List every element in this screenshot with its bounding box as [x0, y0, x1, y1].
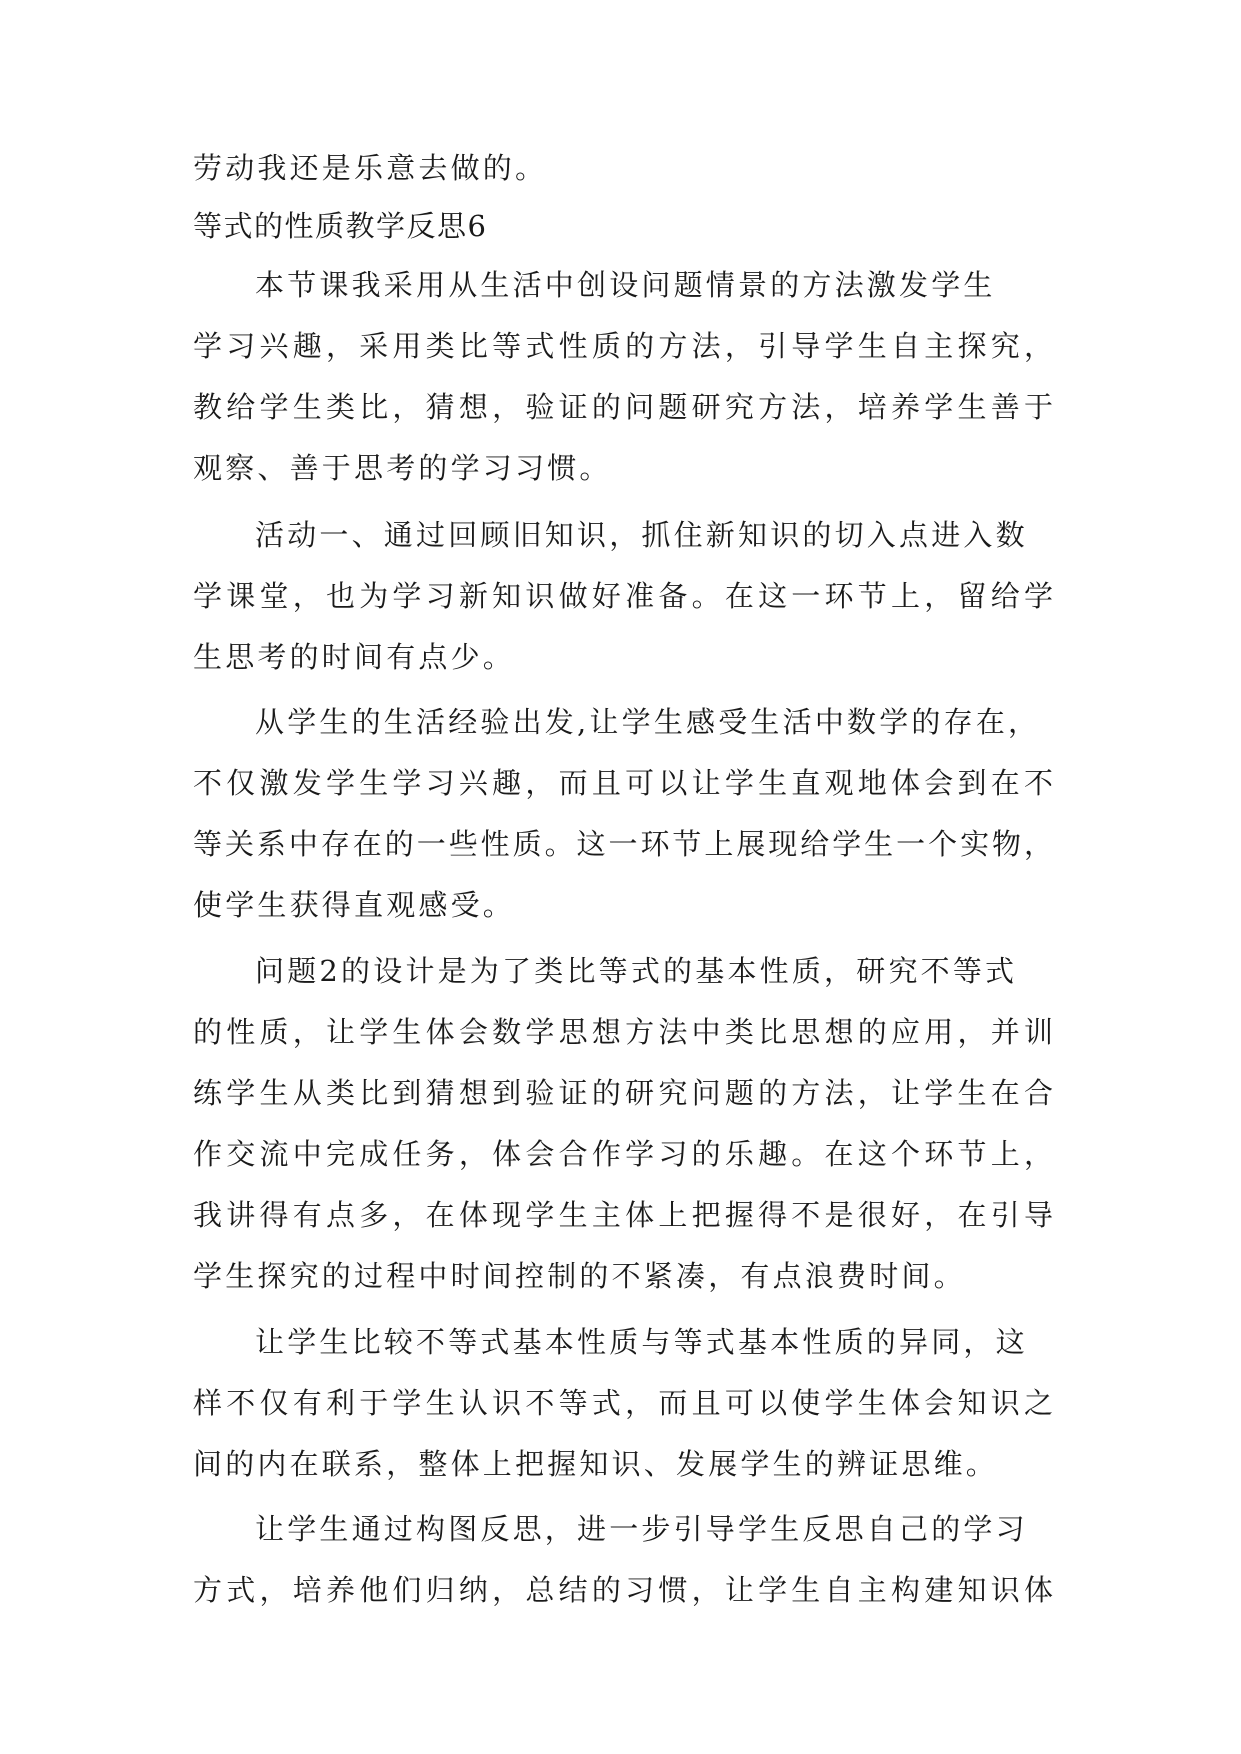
- paragraph-line: 让学生通过构图反思，进一步引导学生反思自己的学习: [255, 1512, 1028, 1546]
- paragraph-line: 间的内在联系，整体上把握知识、发展学生的辨证思维。: [193, 1447, 999, 1481]
- paragraph-line: 让学生比较不等式基本性质与等式基本性质的异同，这: [255, 1325, 1028, 1359]
- paragraph-line: 我讲得有点多，在体现学生主体上把握得不是很好，在引导: [193, 1198, 1053, 1232]
- paragraph-line: 本节课我采用从生活中创设问题情景的方法激发学生: [255, 268, 996, 302]
- paragraph-line: 等关系中存在的一些性质。这一环节上展现给学生一个实物，: [193, 827, 1053, 861]
- paragraph-line: 活动一、通过回顾旧知识，抓住新知识的切入点进入数: [255, 518, 1028, 552]
- paragraph-line: 学习兴趣，采用类比等式性质的方法，引导学生自主探究，: [193, 329, 1053, 363]
- paragraph-line: 使学生获得直观感受。: [193, 888, 516, 922]
- paragraph-line: 学生探究的过程中时间控制的不紧凑，有点浪费时间。: [193, 1259, 966, 1293]
- paragraph-line: 不仅激发学生学习兴趣，而且可以让学生直观地体会到在不: [193, 766, 1053, 800]
- paragraph-line: 观察、善于思考的学习习惯。: [193, 451, 612, 485]
- section-heading: 等式的性质教学反思6: [193, 209, 488, 243]
- text-line: 劳动我还是乐意去做的。: [193, 151, 548, 185]
- paragraph-line: 的性质，让学生体会数学思想方法中类比思想的应用，并训: [193, 1015, 1053, 1049]
- paragraph-line: 生思考的时间有点少。: [193, 640, 516, 674]
- paragraph-line: 练学生从类比到猜想到验证的研究问题的方法，让学生在合: [193, 1076, 1053, 1110]
- paragraph-line: 学课堂，也为学习新知识做好准备。在这一环节上，留给学: [193, 579, 1053, 613]
- paragraph-line: 方式，培养他们归纳，总结的习惯，让学生自主构建知识体: [193, 1573, 1053, 1607]
- paragraph-line: 问题2的设计是为了类比等式的基本性质，研究不等式: [255, 954, 1018, 988]
- paragraph-line: 样不仅有利于学生认识不等式，而且可以使学生体会知识之: [193, 1386, 1053, 1420]
- paragraph-line: 教给学生类比，猜想，验证的问题研究方法，培养学生善于: [193, 390, 1053, 424]
- paragraph-line: 作交流中完成任务，体会合作学习的乐趣。在这个环节上，: [193, 1137, 1053, 1171]
- paragraph-line: 从学生的生活经验出发,让学生感受生活中数学的存在，: [255, 705, 1041, 739]
